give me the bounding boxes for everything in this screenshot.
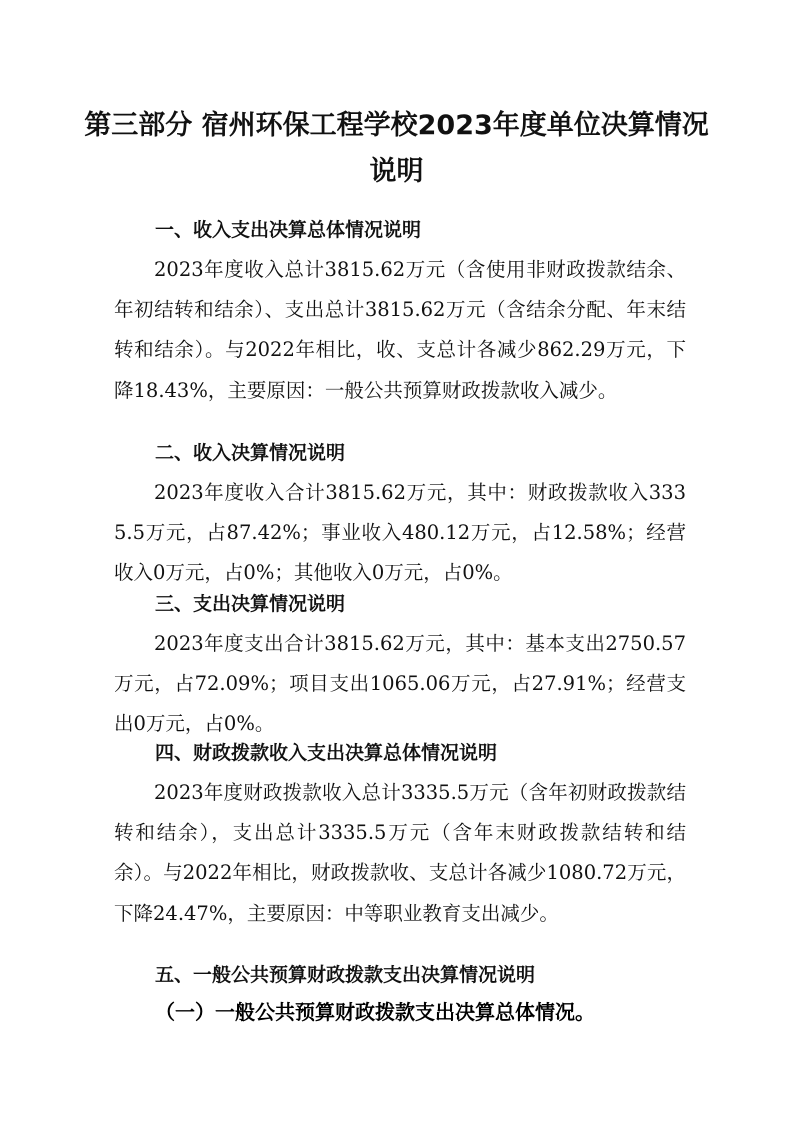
section-heading-5: 五、一般公共预算财政拨款支出决算情况说明 (155, 964, 536, 986)
document-title: 第三部分 宿州环保工程学校2023年度单位决算情况说明 (84, 110, 709, 187)
section-heading-1: 一、收入支出决算总体情况说明 (155, 219, 422, 241)
section-paragraph-1: 2023年度收入总计3815.62万元（含使用非财政拨款结余、年初结转和结余）、支出总计3815.62万元（含结余分配、年末结转和结余）。与2022年相比，收、支总计各减少862.29万元，下降18.43%，主要原因：一般公共预算财政拨款收入减少。 (114, 258, 686, 402)
section-paragraph-3: 2023年度支出合计3815.62万元，其中：基本支出2750.57万元，占72.09%；项目支出1065.06万元，占27.91%；经营支出0万元，占0%。 (114, 632, 686, 736)
section-paragraph-4: 2023年度财政拨款收入总计3335.5万元（含年初财政拨款结转和结余），支出总计3335.5万元（含年末财政拨款结转和结余）。与2022年相比，财政拨款收、支总计各减少1080.72万元，下降24.47%，主要原因：中等职业教育支出减少。 (114, 781, 686, 925)
section-heading-3: 三、支出决算情况说明 (155, 593, 346, 615)
section-paragraph-2: 2023年度收入合计3815.62万元，其中：财政拨款收入3335.5万元，占87.42%；事业收入480.12万元，占12.58%；经营收入0万元，占0%；其他收入0万元，占0%。 (114, 481, 686, 585)
section-heading-4: 四、财政拨款收入支出决算总体情况说明 (155, 742, 498, 764)
section-heading-2: 二、收入决算情况说明 (155, 442, 346, 464)
subsection-heading: （一）一般公共预算财政拨款支出决算总体情况。 (155, 1000, 595, 1024)
